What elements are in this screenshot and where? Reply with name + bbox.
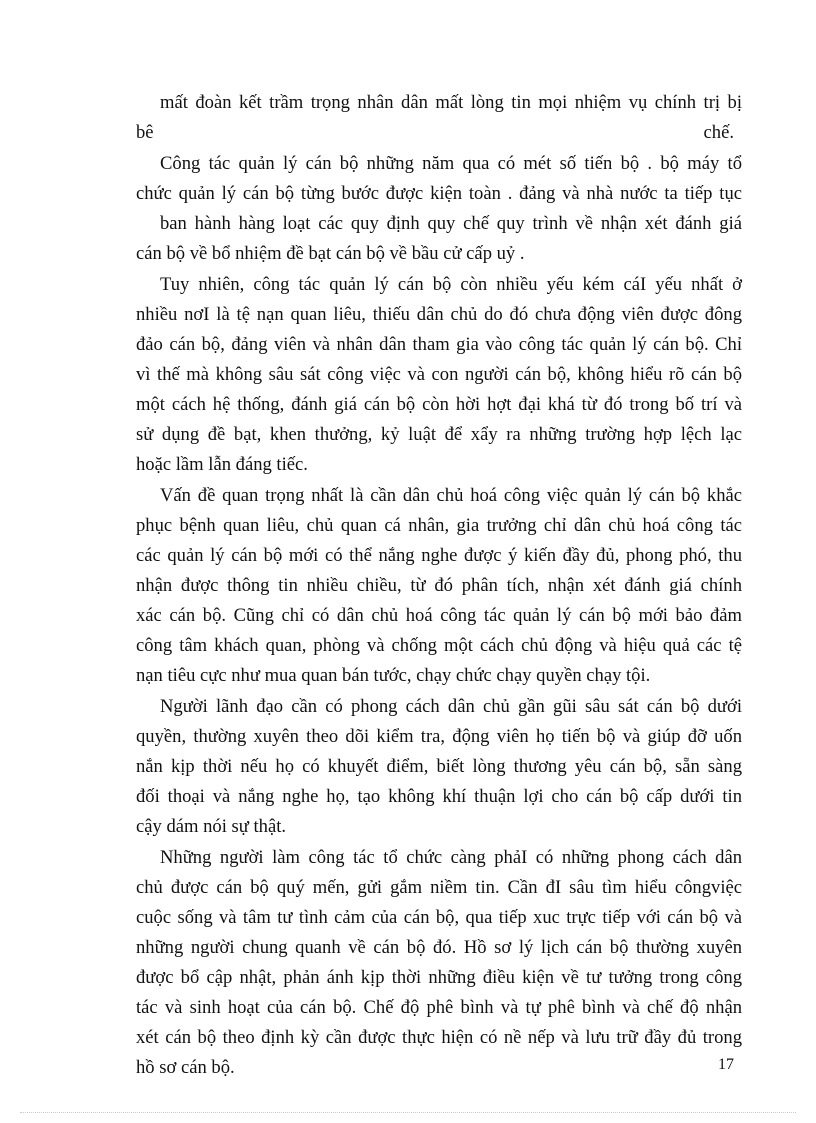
text-line: chủ được cán bộ quý mến, gửi gắm niềm tin. Cần đI sâu tìm hiểu côngviệc [136, 877, 742, 898]
text-line: phục bệnh quan liêu, chủ quan cá nhân, gia trưởng chỉ dân chủ hoá công tác [136, 515, 742, 536]
paragraph-start-line: Công tác quản lý cán bộ những năm qua có mét số tiến bộ . bộ máy tổ [160, 153, 742, 174]
text-line: vì thế mà không sâu sát công việc và con người cán bộ, không hiểu rõ cán bộ [136, 364, 742, 385]
text-line: cậy dám nói sự thật. [136, 816, 287, 837]
text-line: cán bộ về bổ nhiệm đề bạt cán bộ về bầu cử cấp uỷ . [136, 243, 525, 264]
text-line: mất đoàn kết trầm trọng nhân dân mất lòng tin mọi nhiệm vụ chính trị bị [160, 92, 742, 113]
text-line: hoặc lầm lẫn đáng tiếc. [136, 454, 308, 475]
text-line-right: chế. [703, 122, 734, 143]
text-line: đảo cán bộ, đảng viên và nhân dân tham gia vào công tác quản lý cán bộ. Chỉ [136, 334, 742, 355]
paragraph-start-line: Người lãnh đạo cần có phong cách dân chủ gần gũi sâu sát cán bộ dưới [160, 696, 742, 717]
text-line: công tâm khách quan, phòng và chống một cách chủ động và hiệu quả các tệ [136, 635, 742, 656]
text-line: nhận được thông tin nhiều chiều, từ đó phân tích, nhận xét đánh giá chính [136, 575, 742, 596]
text-line: quyền, thường xuyên theo dõi kiểm tra, động viên họ tiến bộ và giúp đỡ uốn [136, 726, 742, 747]
text-line: hồ sơ cán bộ. [136, 1057, 235, 1078]
text-line: đối thoại và nắng nghe họ, tạo không khí thuận lợi cho cán bộ cấp dưới tin [136, 786, 742, 807]
text-line [136, 118, 742, 148]
text-line: sử dụng đề bạt, khen thưởng, kỷ luật để xẩy ra những trường hợp lệch lạc [136, 424, 742, 445]
text-line: các quản lý cán bộ mới có thể nắng nghe được ý kiến đầy đủ, phong phó, thu [136, 545, 742, 566]
text-line: chức quản lý cán bộ từng bước được kiện toàn . đảng và nhà nước ta tiếp tục [136, 183, 742, 204]
text-line: nhiều nơI là tệ nạn quan liêu, thiếu dân chủ do đó chưa động viên được đông [136, 304, 742, 325]
text-line: một cách hệ thống, đánh giá cán bộ còn hời hợt đại khá từ đó trong bố trí và [136, 394, 742, 415]
paragraph-start-line: Tuy nhiên, công tác quản lý cán bộ còn nhiều yếu kém cáI yếu nhất ở [160, 274, 742, 295]
page-number: 17 [718, 1056, 734, 1073]
footer-divider [20, 1112, 796, 1113]
text-line: nắn kịp thời nếu họ có khuyết điểm, biết lòng thương yêu cán bộ, sẵn sàng [136, 756, 742, 777]
text-line-left: bê [136, 122, 154, 143]
text-line: ban hành hàng loạt các quy định quy chế quy trình về nhận xét đánh giá [160, 213, 742, 234]
text-line: nạn tiêu cực như mua quan bán tước, chạy chức chạy quyền chạy tội. [136, 665, 651, 686]
text-line: cuộc sống và tâm tư tình cảm của cán bộ, qua tiếp xuc trực tiếp với cán bộ và [136, 907, 742, 928]
text-line: những người chung quanh về cán bộ đó. Hồ sơ lý lịch cán bộ thường xuyên [136, 937, 742, 958]
paragraph-start-line: Những người làm công tác tổ chức càng phảI có những phong cách dân [160, 847, 742, 868]
text-line: xét cán bộ theo định kỳ cần được thực hiện có nề nếp và lưu trữ đầy đủ trong [136, 1027, 742, 1048]
paragraph-start-line: Vấn đề quan trọng nhất là cần dân chủ hoá công việc quản lý cán bộ khắc [160, 485, 742, 506]
text-line: được bổ cập nhật, phản ánh kịp thời những điều kiện về tư tưởng trong công [136, 967, 742, 988]
text-line: xác cán bộ. Cũng chỉ có dân chủ hoá công tác quản lý cán bộ mới bảo đảm [136, 605, 742, 626]
text-line: tác và sinh hoạt của cán bộ. Chế độ phê bình và tự phê bình và chế độ nhận [136, 997, 742, 1018]
